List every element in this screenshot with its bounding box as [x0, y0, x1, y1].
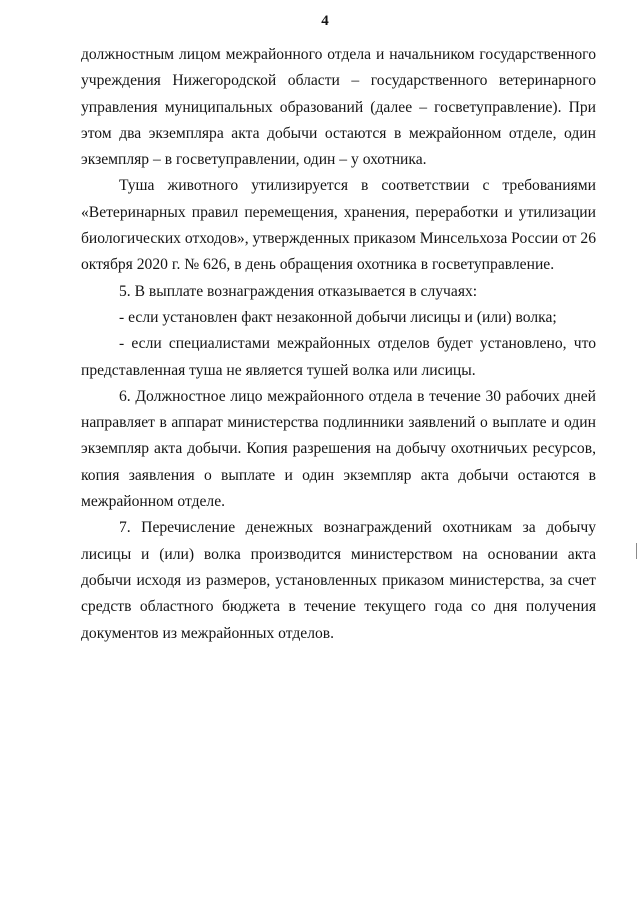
- paragraph-3: 5. В выплате вознаграждения отказывается в случаях:: [119, 282, 478, 300]
- document-body: [81, 42, 596, 647]
- page-number: 4: [321, 13, 329, 29]
- paragraph-7: 7. Перечисление денежных вознаграждений охотникам за добычу лисицы и (или) волка производится министерством на основании акта добычи исходя из размеров, установленных приказом министерства, за счет средств областного бюджета в течение текущего года со дня получения документов из межрайонных отделов.: [81, 519, 596, 642]
- paragraph-4: - если установлен факт незаконной добычи лисицы и (или) волка;: [119, 308, 557, 326]
- scan-margin-mark: [636, 543, 637, 559]
- paragraph-1: должностным лицом межрайонного отдела и начальником государственного учреждения Нижегородской области – государственного ветеринарного управления муниципальных образований (далее – госветуправление). При этом два экземпляра акта добычи остаются в межрайонном отделе, один экземпляр – в госветуправлении, один – у охотника.: [81, 46, 596, 169]
- paragraph-2: Туша животного утилизируется в соответствии с требованиями «Ветеринарных правил перемещения, хранения, переработки и утилизации биологических отходов», утвержденных приказом Минсельхоза России от 26 октября 2020 г. № 626, в день обращения охотника в госветуправление.: [81, 177, 596, 274]
- paragraph-6: 6. Должностное лицо межрайонного отдела в течение 30 рабочих дней направляет в аппарат министерства подлинники заявлений о выплате и один экземпляр акта добычи. Копия разрешения на добычу охотничьих ресурсов, копия заявления о выплате и один экземпляр акта добычи остаются в межрайонном отделе.: [81, 387, 596, 511]
- paragraph-5: - если специалистами межрайонных отделов будет установлено, что представленная туша не является тушей волка или лисицы.: [81, 335, 596, 379]
